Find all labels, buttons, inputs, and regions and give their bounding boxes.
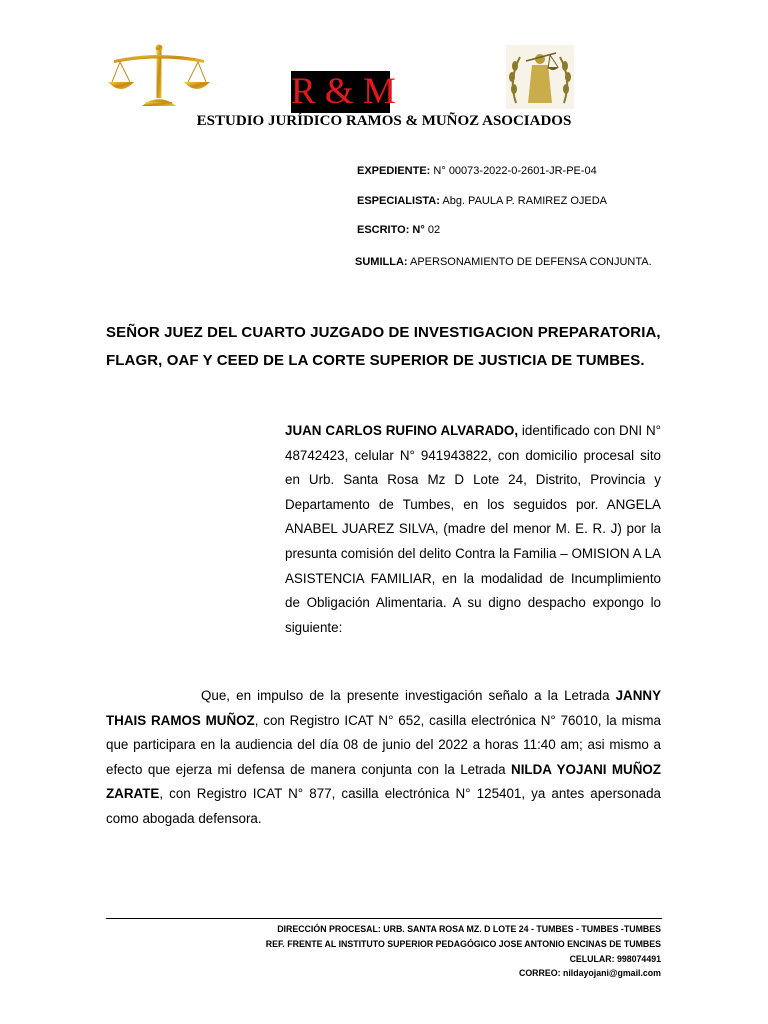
- footer-phone: CELULAR: 998074491: [569, 953, 661, 964]
- body-part-2: , con Registro ICAT N° 652, casilla electrónica N° 76010, la misma que participara en la audiencia del día 08 de junio del 2022 a horas 11:40 am; asi mismo a efecto que ejerza mi defensa de manera conjunta con la Letrada: [106, 712, 661, 777]
- intro-text: identificado con DNI N° 48742423, celular N° 941943822, con domicilio procesal sito en Urb. Santa Rosa Mz D Lote 24, Distrito, Provincia y Departamento de Tumbes, en los seguidos por. ANGELA ANABEL JUAREZ SILVA, (madre del menor M. E. R. J) por la presunta comisión del delito Contra la Familia – OMISION A LA ASISTENCIA FAMILIAR, en la modalidad de Incumplimiento de Obligación Alimentaria. A su digno despacho expongo lo siguiente:: [285, 423, 661, 635]
- footer-divider: [106, 918, 662, 919]
- petitioner-name: JUAN CARLOS RUFINO ALVARADO,: [285, 423, 519, 438]
- especialista-line: [357, 195, 607, 207]
- especialista-label: ESPECIALISTA:: [357, 195, 440, 207]
- sumilla-value: APERSONAMIENTO DE DEFENSA CONJUNTA.: [407, 256, 652, 268]
- expediente-label: EXPEDIENTE:: [357, 165, 431, 177]
- footer-contact: [266, 922, 661, 981]
- body-part-1: Que, en impulso de la presente investigación señalo a la Letrada: [201, 688, 616, 703]
- footer-email: CORREO: nildayojani@gmail.com: [518, 968, 661, 979]
- expediente-value: N° 00073-2022-0-2601-JR-PE-04: [430, 165, 597, 177]
- footer-address: DIRECCIÓN PROCESAL: URB. SANTA ROSA MZ. D LOTE 24 - TUMBES - TUMBES -TUMBES: [277, 924, 661, 934]
- firm-name: ESTUDIO JURÍDICO RAMOS & MUÑOZ ASOCIADOS: [196, 113, 572, 129]
- body-part-3: , con Registro ICAT N° 877, casilla electrónica N° 125401, ya antes apersonada como abogada defensora.: [106, 786, 661, 826]
- firm-logo: R & M: [291, 71, 396, 112]
- footer-reference: REF. FRENTE AL INSTITUTO SUPERIOR PEDAGÓGICO JOSE ANTONIO ENCINAS DE TUMBES: [265, 938, 661, 949]
- lawyer-name-2: NILDA YOJANI MUÑOZ ZARATE: [106, 761, 661, 802]
- escrito-value: 02: [424, 224, 441, 236]
- sumilla-label: SUMILLA:: [355, 256, 408, 268]
- intro-paragraph: [285, 419, 661, 640]
- body-paragraph: [106, 684, 661, 832]
- scales-of-justice-logo: [106, 44, 212, 108]
- addressee-heading: SEÑOR JUEZ DEL CUARTO JUZGADO DE INVESTIGACION PREPARATORIA, FLAGR, OAF Y CEED DE LA CORTE SUPERIOR DE JUSTICIA DE TUMBES.: [106, 324, 661, 369]
- expediente-line: [357, 165, 597, 177]
- especialista-value: Abg. PAULA P. RAMIREZ OJEDA: [439, 195, 608, 207]
- lady-justice-emblem: [506, 45, 574, 109]
- lawyer-name-1: JANNY THAIS RAMOS MUÑOZ: [106, 688, 661, 728]
- escrito-label: ESCRITO: N°: [357, 224, 425, 236]
- sumilla-line: [355, 256, 652, 268]
- escrito-line: [357, 224, 440, 236]
